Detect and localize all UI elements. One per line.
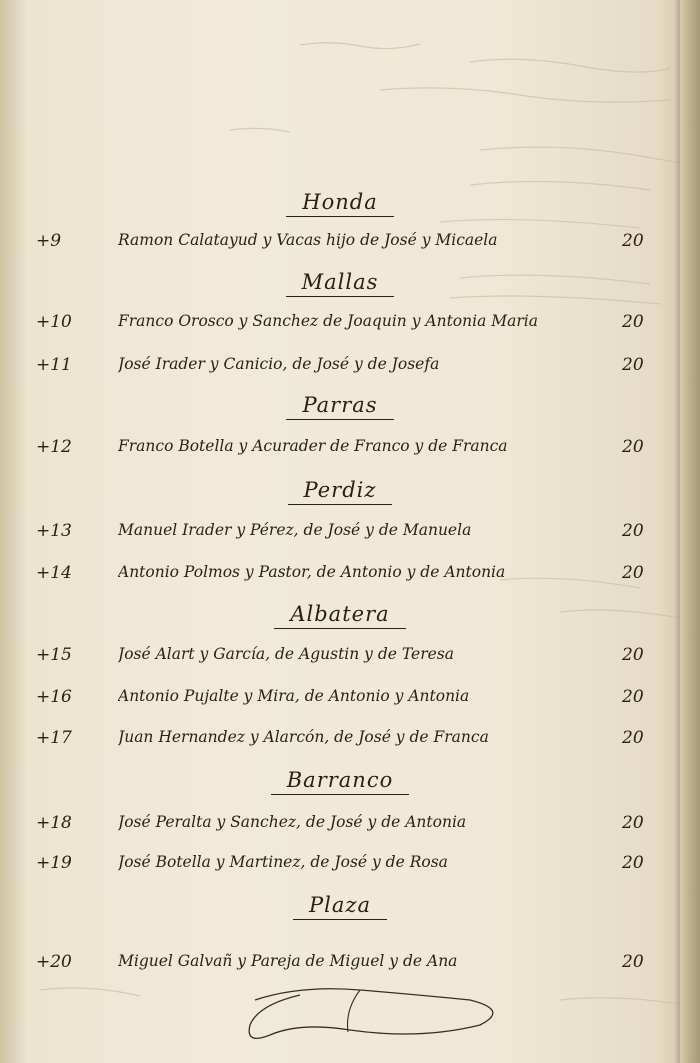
entry-number: +9: [36, 231, 62, 251]
entry-value: 20: [622, 853, 644, 873]
entry-row-18: [0, 813, 680, 843]
entry-value: 20: [622, 728, 644, 748]
place-heading-honda: Honda: [0, 190, 680, 214]
entry-text: José Botella y Martinez, de José y de Rosa: [118, 853, 448, 871]
entry-number: +11: [36, 355, 72, 375]
entry-row-20: [0, 952, 680, 982]
entry-row-11: [0, 355, 680, 385]
entry-text: José Peralta y Sanchez, de José y de Antonia: [118, 813, 467, 831]
entry-text: Franco Botella y Acurader de Franco y de Franca: [118, 437, 508, 455]
place-heading-parras: Parras: [0, 393, 680, 417]
entry-value: 20: [622, 563, 644, 583]
entry-value: 20: [622, 645, 644, 665]
entry-row-10: [0, 312, 680, 342]
place-heading-mallas: Mallas: [0, 270, 680, 294]
entry-number: +13: [36, 521, 72, 541]
entry-number: +10: [36, 312, 72, 332]
entry-text: Juan Hernandez y Alarcón, de José y de Franca: [118, 728, 489, 746]
entry-value: 20: [622, 355, 644, 375]
place-heading-albatera: Albatera: [0, 602, 680, 626]
entry-number: +16: [36, 687, 72, 707]
entry-row-15: [0, 645, 680, 675]
entry-value: 20: [622, 231, 644, 251]
entry-text: Miguel Galvañ y Pareja de Miguel y de Ana: [118, 952, 458, 970]
entry-value: 20: [622, 437, 644, 457]
entry-text: José Irader y Canicio, de José y de Josefa: [118, 355, 440, 373]
entry-row-9: [0, 231, 680, 261]
entry-text: Antonio Pujalte y Mira, de Antonio y Antonia: [118, 687, 470, 705]
entry-number: +14: [36, 563, 72, 583]
entry-number: +19: [36, 853, 72, 873]
entry-text: José Alart y García, de Agustin y de Teresa: [118, 645, 454, 663]
entry-row-19: [0, 853, 680, 883]
entry-number: +12: [36, 437, 72, 457]
entry-number: +20: [36, 952, 72, 972]
entry-number: +18: [36, 813, 72, 833]
entry-text: Manuel Irader y Pérez, de José y de Manuela: [118, 521, 472, 539]
entry-value: 20: [622, 952, 644, 972]
entry-row-16: [0, 687, 680, 717]
entry-value: 20: [622, 312, 644, 332]
place-heading-barranco: Barranco: [0, 768, 680, 792]
place-heading-perdiz: Perdiz: [0, 478, 680, 502]
entry-text: Antonio Polmos y Pastor, de Antonio y de Antonia: [118, 563, 506, 581]
entry-text: Franco Orosco y Sanchez de Joaquin y Antonia Maria: [118, 312, 538, 330]
entry-text: Ramon Calatayud y Vacas hijo de José y Micaela: [118, 231, 498, 249]
entry-number: +17: [36, 728, 72, 748]
entry-row-13: [0, 521, 680, 551]
entry-row-12: [0, 437, 680, 467]
entry-number: +15: [36, 645, 72, 665]
entry-row-17: [0, 728, 680, 758]
entry-value: 20: [622, 521, 644, 541]
entry-value: 20: [622, 687, 644, 707]
entry-value: 20: [622, 813, 644, 833]
place-heading-plaza: Plaza: [0, 893, 680, 917]
entry-row-14: [0, 563, 680, 593]
